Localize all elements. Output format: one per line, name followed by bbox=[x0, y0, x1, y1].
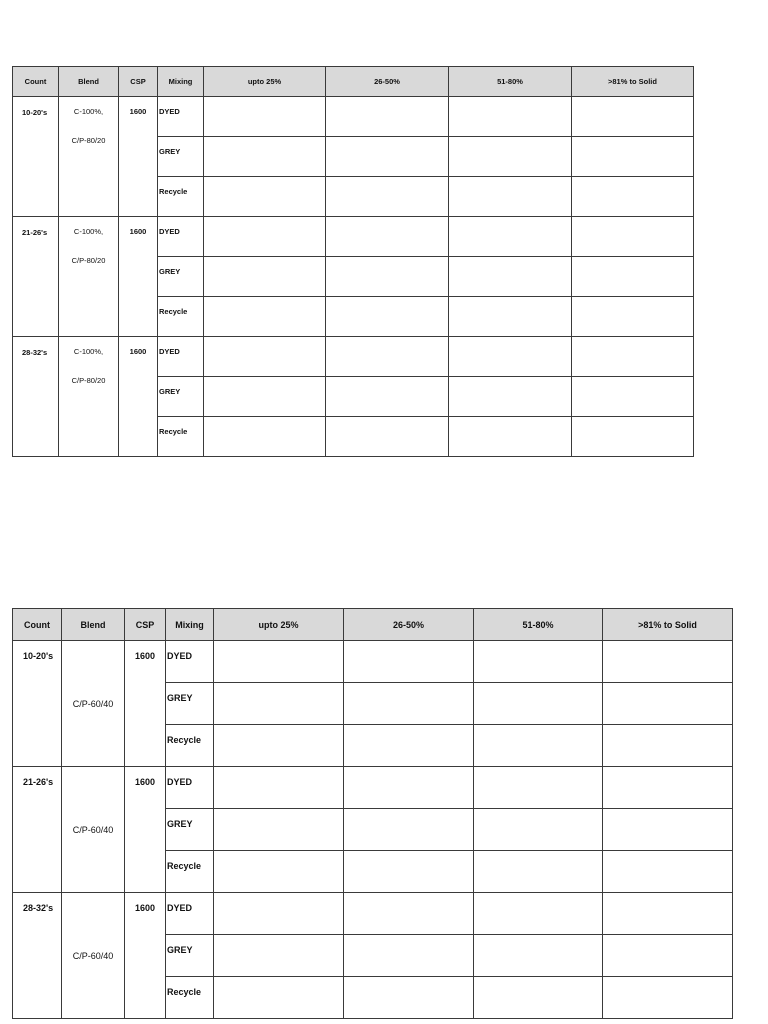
price-cell-26-50[interactable] bbox=[344, 641, 474, 683]
mixing-cell: GREY bbox=[158, 377, 204, 417]
mixing-cell: Recycle bbox=[166, 977, 214, 1019]
price-cell-upto-25[interactable] bbox=[204, 297, 326, 337]
header-26-50: 26-50% bbox=[326, 67, 449, 97]
price-cell-26-50[interactable] bbox=[344, 893, 474, 935]
header-51-80: 51-80% bbox=[449, 67, 572, 97]
header-81-solid: >81% to Solid bbox=[572, 67, 694, 97]
price-cell-26-50[interactable] bbox=[326, 137, 449, 177]
price-cell-81-solid[interactable] bbox=[603, 809, 733, 851]
header-upto-25: upto 25% bbox=[214, 609, 344, 641]
count-cell: 28-32's bbox=[13, 893, 62, 1019]
price-cell-81-solid[interactable] bbox=[603, 893, 733, 935]
price-cell-26-50[interactable] bbox=[344, 935, 474, 977]
header-mixing: Mixing bbox=[158, 67, 204, 97]
price-cell-51-80[interactable] bbox=[449, 257, 572, 297]
price-cell-51-80[interactable] bbox=[449, 417, 572, 457]
header-26-50: 26-50% bbox=[344, 609, 474, 641]
yarn-price-table-cotton bbox=[12, 66, 694, 457]
price-cell-51-80[interactable] bbox=[474, 767, 603, 809]
price-cell-81-solid[interactable] bbox=[603, 683, 733, 725]
blend-cell: C/P-60/40 bbox=[62, 767, 125, 893]
yarn-price-table-cp-blend bbox=[12, 608, 733, 1019]
count-cell: 10-20's bbox=[13, 97, 59, 217]
price-cell-51-80[interactable] bbox=[474, 935, 603, 977]
price-cell-26-50[interactable] bbox=[344, 809, 474, 851]
price-cell-upto-25[interactable] bbox=[204, 257, 326, 297]
price-cell-26-50[interactable] bbox=[326, 417, 449, 457]
price-cell-upto-25[interactable] bbox=[204, 337, 326, 377]
mixing-cell: DYED bbox=[166, 641, 214, 683]
blend-secondary: C/P-80/20 bbox=[71, 376, 106, 385]
price-cell-51-80[interactable] bbox=[449, 377, 572, 417]
header-count: Count bbox=[13, 609, 62, 641]
price-cell-upto-25[interactable] bbox=[214, 893, 344, 935]
price-cell-upto-25[interactable] bbox=[204, 217, 326, 257]
price-cell-26-50[interactable] bbox=[326, 177, 449, 217]
price-cell-81-solid[interactable] bbox=[603, 725, 733, 767]
count-cell: 28-32's bbox=[13, 337, 59, 457]
header-blend: Blend bbox=[59, 67, 119, 97]
csp-cell: 1600 bbox=[125, 893, 166, 1019]
mixing-cell: DYED bbox=[158, 217, 204, 257]
price-cell-81-solid[interactable] bbox=[572, 177, 694, 217]
price-cell-upto-25[interactable] bbox=[214, 641, 344, 683]
price-cell-26-50[interactable] bbox=[344, 725, 474, 767]
mixing-cell: Recycle bbox=[158, 417, 204, 457]
mixing-cell: DYED bbox=[158, 337, 204, 377]
mixing-cell: GREY bbox=[166, 809, 214, 851]
price-cell-upto-25[interactable] bbox=[214, 809, 344, 851]
blend-secondary: C/P-80/20 bbox=[71, 256, 106, 265]
mixing-cell: DYED bbox=[158, 97, 204, 137]
price-cell-26-50[interactable] bbox=[326, 97, 449, 137]
mixing-cell: Recycle bbox=[158, 177, 204, 217]
header-row bbox=[13, 609, 733, 641]
price-cell-51-80[interactable] bbox=[474, 809, 603, 851]
price-cell-81-solid[interactable] bbox=[603, 935, 733, 977]
blend-cell: C/P-60/40 bbox=[62, 641, 125, 767]
price-cell-81-solid[interactable] bbox=[572, 417, 694, 457]
price-cell-81-solid[interactable] bbox=[603, 851, 733, 893]
price-cell-81-solid[interactable] bbox=[603, 767, 733, 809]
price-cell-upto-25[interactable] bbox=[214, 977, 344, 1019]
price-cell-26-50[interactable] bbox=[326, 217, 449, 257]
price-cell-26-50[interactable] bbox=[344, 683, 474, 725]
mixing-cell: Recycle bbox=[166, 725, 214, 767]
count-cell: 21-26's bbox=[13, 217, 59, 337]
count-cell: 21-26's bbox=[13, 767, 62, 893]
price-cell-26-50[interactable] bbox=[326, 257, 449, 297]
price-cell-upto-25[interactable] bbox=[204, 137, 326, 177]
blend-primary: C-100%, bbox=[73, 227, 104, 236]
price-cell-51-80[interactable] bbox=[474, 725, 603, 767]
price-cell-51-80[interactable] bbox=[449, 177, 572, 217]
price-cell-26-50[interactable] bbox=[344, 851, 474, 893]
price-cell-26-50[interactable] bbox=[326, 297, 449, 337]
price-cell-81-solid[interactable] bbox=[572, 337, 694, 377]
header-blend: Blend bbox=[62, 609, 125, 641]
header-csp: CSP bbox=[125, 609, 166, 641]
price-cell-26-50[interactable] bbox=[344, 767, 474, 809]
csp-cell: 1600 bbox=[119, 217, 158, 337]
price-cell-upto-25[interactable] bbox=[214, 725, 344, 767]
price-cell-51-80[interactable] bbox=[474, 641, 603, 683]
price-cell-81-solid[interactable] bbox=[572, 97, 694, 137]
blend-primary: C-100%, bbox=[73, 107, 104, 116]
price-cell-upto-25[interactable] bbox=[204, 97, 326, 137]
mixing-cell: GREY bbox=[158, 137, 204, 177]
price-cell-51-80[interactable] bbox=[474, 683, 603, 725]
mixing-cell: Recycle bbox=[158, 297, 204, 337]
header-upto-25: upto 25% bbox=[204, 67, 326, 97]
price-cell-upto-25[interactable] bbox=[214, 767, 344, 809]
csp-cell: 1600 bbox=[125, 641, 166, 767]
price-cell-81-solid[interactable] bbox=[603, 641, 733, 683]
header-81-solid: >81% to Solid bbox=[603, 609, 733, 641]
price-cell-51-80[interactable] bbox=[449, 297, 572, 337]
header-row bbox=[13, 67, 694, 97]
mixing-cell: DYED bbox=[166, 893, 214, 935]
mixing-cell: GREY bbox=[166, 935, 214, 977]
price-cell-upto-25[interactable] bbox=[204, 377, 326, 417]
header-mixing: Mixing bbox=[166, 609, 214, 641]
price-cell-upto-25[interactable] bbox=[214, 851, 344, 893]
blend-cell bbox=[59, 337, 119, 457]
csp-cell: 1600 bbox=[125, 767, 166, 893]
price-cell-81-solid[interactable] bbox=[572, 257, 694, 297]
blend-secondary: C/P-80/20 bbox=[71, 136, 106, 145]
price-cell-51-80[interactable] bbox=[449, 337, 572, 377]
price-cell-81-solid[interactable] bbox=[572, 217, 694, 257]
mixing-cell: DYED bbox=[166, 767, 214, 809]
price-cell-upto-25[interactable] bbox=[204, 417, 326, 457]
price-cell-51-80[interactable] bbox=[474, 851, 603, 893]
blend-cell bbox=[59, 97, 119, 217]
price-cell-26-50[interactable] bbox=[326, 377, 449, 417]
header-51-80: 51-80% bbox=[474, 609, 603, 641]
price-cell-81-solid[interactable] bbox=[572, 297, 694, 337]
mixing-cell: Recycle bbox=[166, 851, 214, 893]
price-cell-81-solid[interactable] bbox=[572, 137, 694, 177]
price-cell-81-solid[interactable] bbox=[603, 977, 733, 1019]
table-row bbox=[13, 97, 694, 137]
blend-cell: C/P-60/40 bbox=[62, 893, 125, 1019]
count-cell: 10-20's bbox=[13, 641, 62, 767]
blend-primary: C-100%, bbox=[73, 347, 104, 356]
price-cell-upto-25[interactable] bbox=[204, 177, 326, 217]
header-count: Count bbox=[13, 67, 59, 97]
price-cell-26-50[interactable] bbox=[326, 337, 449, 377]
table-row bbox=[13, 767, 733, 809]
csp-cell: 1600 bbox=[119, 97, 158, 217]
table-row bbox=[13, 893, 733, 935]
mixing-cell: GREY bbox=[166, 683, 214, 725]
price-cell-51-80[interactable] bbox=[449, 137, 572, 177]
price-cell-26-50[interactable] bbox=[344, 977, 474, 1019]
price-cell-51-80[interactable] bbox=[449, 97, 572, 137]
price-cell-51-80[interactable] bbox=[474, 893, 603, 935]
price-cell-81-solid[interactable] bbox=[572, 377, 694, 417]
price-cell-51-80[interactable] bbox=[474, 977, 603, 1019]
table-row bbox=[13, 641, 733, 683]
price-cell-upto-25[interactable] bbox=[214, 683, 344, 725]
blend-cell bbox=[59, 217, 119, 337]
table-row bbox=[13, 337, 694, 377]
header-csp: CSP bbox=[119, 67, 158, 97]
price-cell-51-80[interactable] bbox=[449, 217, 572, 257]
table-row bbox=[13, 217, 694, 257]
csp-cell: 1600 bbox=[119, 337, 158, 457]
price-cell-upto-25[interactable] bbox=[214, 935, 344, 977]
mixing-cell: GREY bbox=[158, 257, 204, 297]
